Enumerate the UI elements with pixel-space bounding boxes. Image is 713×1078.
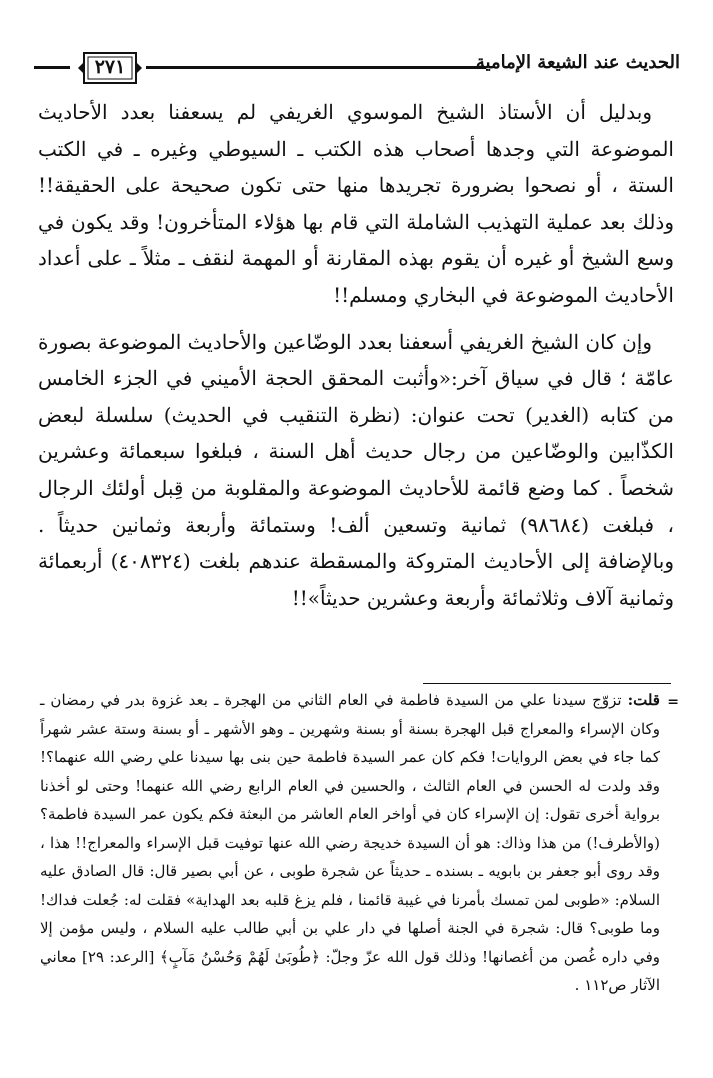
footnote-label: قلت:	[627, 691, 660, 709]
footnote-text: تزوّج سيدنا علي من السيدة فاطمة في العام الثاني من الهجرة ـ بعد غزوة بدر في رمضان ـ وكان الإسراء والمعراج قبل الهجرة بسنة أو بسنة وشهرين ـ وهو الأشهر ـ أو بسنة وستة عشر شهراً كما جاء في بعض الروايات! فكم كان عمر السيدة فاطمة حين بنى بها سيدنا علي رضي الله عنهما؟! وقد ولدت له الحسن في العام الثالث ، والحسين في العام الرابع رضي الله عنهما! وحتى لو أخذنا برواية أخرى تقول: إن الإسراء كان في أواخر العام العاشر من البعثة فكم يكون عمر السيدة فاطمة؟ (والأطرف!) من هذا وذاك: هو أن السيدة خديجة رضي الله عنها توفيت قبل الإسراء والمعراج!! هذا ، وقد روى أبو جعفر بن بابويه ـ بسنده ـ حديثاً عن شجرة طوبى ، عن أبي بصير قال: قال الصادق عليه السلام: «طوبى لمن تمسك بأمرنا في غيبة قائمنا ، فلم يزغ قلبه بعد الهداية» فقلت له: جُعلت فداك! وما طوبى؟ قال: شجرة في الجنة أصلها في دار علي بن أبي طالب عليه السلام ، وليس مؤمن إلا وفي داره غُصن من أغصانها! وذلك قول الله عزّ وجلّ: ﴿طُوبَىٰ لَهُمْ وَحُسْنُ مَآبٍ﴾ [الرعد: ٢٩] معاني الآثار ص١١٢ .	[40, 691, 661, 994]
footnote-separator	[423, 683, 671, 684]
header-rule-middle	[146, 66, 486, 69]
body-paragraph: وبدليل أن الأستاذ الشيخ الموسوي الغريفي لم يسعفنا بعدد الأحاديث الموضوعة التي وجدها أصحاب هذه الكتب ـ السيوطي وغيره ـ في الكتب الستة ، أو نصحوا بضرورة تجريدها منها حتى تكون صحيحة على الحقيقة!! وذلك بعد عملية التهذيب الشاملة التي قام بها هؤلاء المتأخرون! وقد يكون في وسع الشيخ أو غيره أن يقوم بهذه المقارنة أو المهمة لنقف ـ مثلاً ـ على أعداد الأحاديث الموضوعة في البخاري ومسلم!!	[38, 100, 674, 307]
page-number: ٢٧١	[94, 56, 126, 78]
main-text	[38, 94, 674, 616]
header-rule-left	[34, 66, 70, 69]
running-title: الحديث عند الشيعة الإمامية	[475, 52, 680, 73]
body-paragraph: وإن كان الشيخ الغريفي أسعفنا بعدد الوضّاعين والأحاديث الموضوعة بصورة عامّة ؛ قال في سياق آخر:«وأثبت المحقق الحجة الأميني في الجزء الخامس من كتابه (الغدير) تحت عنوان: (نظرة التنقيب في الحديث) سلسلة لبعض الكذّابين والوضّاعين من رجال حديث أهل السنة ، فبلغوا سبعمائة وعشرين شخصاً . كما وضع قائمة للأحاديث الموضوعة والمقلوبة من قِبل أولئك الرجال ، فبلغت (٩٨٦٨٤) ثمانية وتسعين ألف! وستمائة وأربعة وثمانين حديثاً . وبالإضافة إلى الأحاديث المتروكة والمسقطة عندهم بلغت (٤٠٨٣٢٤) أربعمائة وثمانية آلاف وثلاثمائة وأربعة وعشرين حديثاً»!!	[38, 329, 674, 610]
page-header	[34, 44, 680, 92]
footnote-continuation-marker: =	[667, 694, 679, 710]
page-number-frame	[78, 48, 142, 88]
footnote	[40, 686, 660, 1000]
